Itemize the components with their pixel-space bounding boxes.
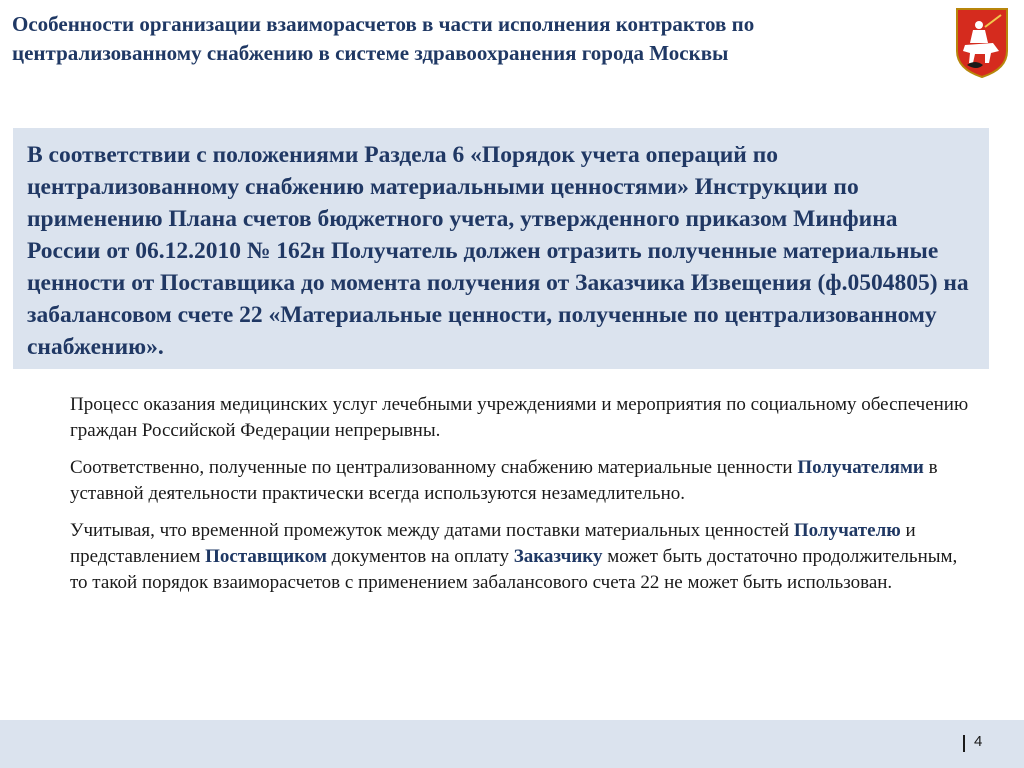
paragraph-3-text-4: может быть достаточно продолжительным, то такой порядок взаиморасчетов с применением забалансового счета 22 не может быть использован. <box>70 546 958 593</box>
slide-title: Особенности организации взаиморасчетов в части исполнения контрактов по централизованному снабжению в системе здравоохранения города Москвы <box>12 12 755 65</box>
paragraph-2-text-2: в уставной деятельности практически всегда используются незамедлительно. <box>70 457 938 504</box>
moscow-coat-of-arms-icon <box>955 7 1009 79</box>
paragraph-3-text-2: и представлением <box>70 520 916 567</box>
paragraph-3 <box>70 518 970 596</box>
paragraph-2 <box>70 455 970 507</box>
term-customer: Заказчику <box>513 546 603 567</box>
page-number: 4 <box>974 733 983 750</box>
highlight-box <box>13 128 989 369</box>
paragraph-3-text-3: документов на оплату <box>326 546 514 567</box>
paragraph-2-text-1: Соответственно, полученные по централизованному снабжению материальные ценности <box>70 457 798 478</box>
term-supplier: Поставщиком <box>205 546 327 567</box>
footer-band <box>0 720 1024 768</box>
term-recipient: Получателю <box>793 520 901 541</box>
term-recipients: Получателями <box>797 457 924 478</box>
page-number-divider <box>963 735 965 752</box>
paragraph-1: Процесс оказания медицинских услуг лечебными учреждениями и мероприятия по социальному обеспечению граждан Российской Федерации непрерывны. <box>70 394 969 441</box>
body-text <box>70 392 970 607</box>
highlight-text: В соответствии с положениями Раздела 6 «Порядок учета операций по централизованному снабжению материальными ценностями» Инструкции по применению Плана счетов бюджетного учета, утвержденного приказом Минфина России от 06.12.2010 № 162н Получатель должен отразить полученные материальные ценности от Поставщика до момента получения от Заказчика Извещения (ф.0504805) на забалансовом счете 22 «Материальные ценности, полученные по централизованному снабжению». <box>27 142 969 360</box>
paragraph-3-text-1: Учитывая, что временной промежуток между датами поставки материальных ценностей <box>70 520 794 541</box>
